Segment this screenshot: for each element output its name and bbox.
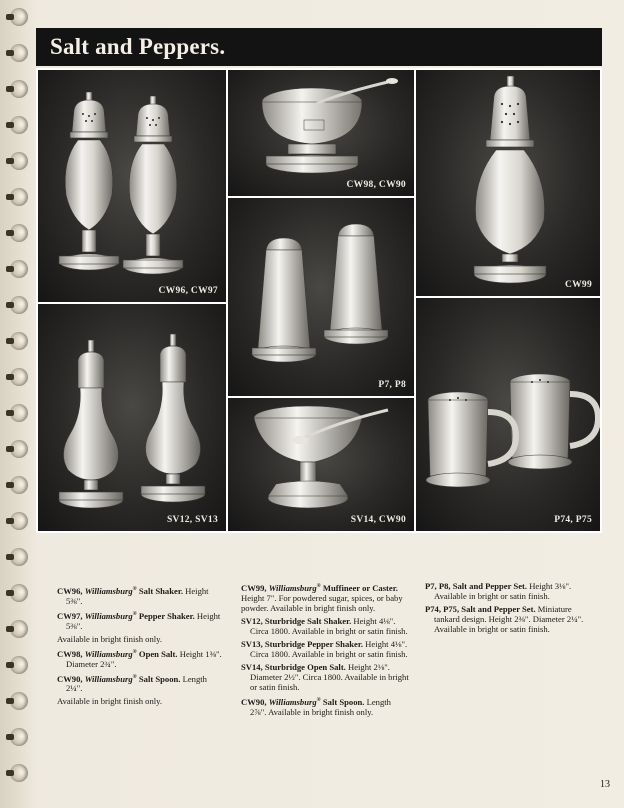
entry-cw99: CW99, Williamsburg® Muffineer or Caster. Height 7". For powdered sugar, spices, or baby powder. Available in bright finish only. [241,582,403,613]
binding-ring [10,44,28,62]
spiral-binding [6,8,34,804]
shakers-illustration [38,70,226,302]
photo-muffineer-caster [416,70,600,296]
page-title: Salt and Peppers. [50,34,226,59]
binding-ring [10,404,28,422]
entry-cw98: CW98, Williamsburg® Open Salt. Height 1⅜". Diameter 2¾". [57,648,222,669]
sturbridge-open-salt-illustration [228,398,414,531]
photo-caption: SV12, SV13 [166,515,218,525]
photo-caption: P7, P8 [378,380,406,390]
section-header [36,28,602,66]
entry-sv12: SV12, Sturbridge Salt Shaker. Height 4⅛". Circa 1800. Available in bright or satin finish. [241,615,408,636]
photo-caption: SV14, CW90 [350,515,406,525]
binding-ring [10,260,28,278]
photo-sturbridge-shakers [38,304,226,531]
binding-ring [10,152,28,170]
photo-grid [36,68,602,533]
muffineer-illustration [416,70,600,296]
description-column-3 [425,581,605,637]
binding-ring [10,224,28,242]
entry-cw96: CW96, Williamsburg® Salt Shaker. Height 5⅜". [57,585,209,606]
binding-ring [10,620,28,638]
binding-ring [10,764,28,782]
entry-sv14: SV14, Sturbridge Open Salt. Height 2⅛". Diameter 2½". Circa 1800. Available in bright or satin finish. [241,661,409,692]
binding-ring [10,8,28,26]
finish-note: Available in bright finish only. [57,633,163,644]
photo-salt-pepper-shakers [38,70,226,302]
binding-ring [10,656,28,674]
binding-ring [10,512,28,530]
photo-tankard-salt-pepper-set [416,298,600,531]
p7-p8-illustration [228,198,414,396]
photo-caption: P74, P75 [554,515,592,525]
photo-open-salt-spoon [228,70,414,196]
binding-ring [10,332,28,350]
entry-sv13: SV13, Sturbridge Pepper Shaker. Height 4⅛". Circa 1800. Available in bright or satin finish. [241,638,408,659]
binding-ring [10,80,28,98]
photo-caption: CW98, CW90 [346,180,406,190]
sturbridge-shakers-illustration [38,304,226,531]
photo-sturbridge-open-salt [228,398,414,531]
binding-ring [10,116,28,134]
binding-ring [10,440,28,458]
finish-note: Available in bright finish only. [57,696,163,707]
binding-ring [10,584,28,602]
binding-ring [10,692,28,710]
binding-ring [10,476,28,494]
entry-cw90-spoon: CW90, Williamsburg® Salt Spoon. Length 2⅞". Available in bright finish only. [241,696,391,717]
photo-salt-pepper-set-p7-p8 [228,198,414,396]
entry-p7-p8: P7, P8, Salt and Pepper Set. Height 3⅛". Available in bright or satin finish. [425,581,572,601]
entry-cw97: CW97, Williamsburg® Pepper Shaker. Height 5⅜". [57,610,221,631]
description-column-1 [57,584,229,709]
tankard-illustration [416,298,600,531]
photo-caption: CW99 [564,280,592,290]
description-column-2 [241,581,417,720]
entry-p74-p75: P74, P75, Salt and Pepper Set. Miniature tankard design. Height 2⅜". Diameter 2¼". Available in bright or satin finish. [425,604,584,634]
entry-cw90: CW90, Williamsburg® Salt Spoon. Length 2¼". [57,673,207,694]
binding-ring [10,728,28,746]
open-salt-illustration [228,70,414,196]
binding-ring [10,368,28,386]
binding-ring [10,296,28,314]
photo-caption: CW96, CW97 [158,286,218,296]
binding-ring [10,188,28,206]
binding-ring [10,548,28,566]
page-number: 13 [600,779,610,790]
